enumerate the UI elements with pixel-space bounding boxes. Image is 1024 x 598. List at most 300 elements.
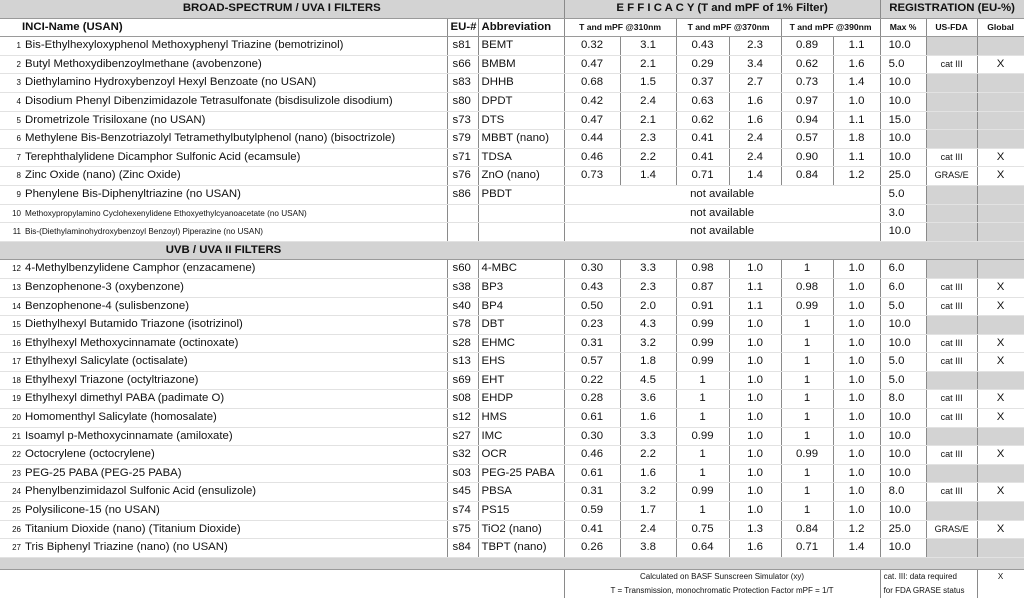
max-percent: 8.0: [880, 390, 926, 409]
row-number: 11: [12, 227, 21, 237]
abbreviation: ZnO (nano): [478, 167, 564, 186]
table-row: [0, 427, 1024, 446]
eu-number: s27: [447, 427, 478, 446]
filter-name: Terephthalylidene Dicamphor Sulfonic Acid (ecamsule): [25, 150, 301, 163]
us-fda-status: GRAS/E: [926, 167, 977, 186]
mpf-390: 1.4: [833, 539, 880, 558]
row-number: 17: [12, 357, 21, 367]
uvb-rows: [0, 260, 1024, 558]
abbreviation: IMC: [478, 427, 564, 446]
t-390: 0.62: [781, 55, 833, 74]
us-fda-status: cat III: [926, 483, 977, 502]
max-percent: 10.0: [880, 130, 926, 149]
mpf-390: 1.0: [833, 353, 880, 372]
mpf-390: 1.2: [833, 167, 880, 186]
t-370: 1: [676, 446, 729, 465]
eu-number: s81: [447, 37, 478, 56]
t-390: 1: [781, 502, 833, 521]
global-status: X: [977, 390, 1024, 409]
mpf-390: 1.2: [833, 520, 880, 539]
global-status: [977, 316, 1024, 335]
t-370: 0.41: [676, 130, 729, 149]
abbreviation: BP4: [478, 297, 564, 316]
eu-number: s73: [447, 111, 478, 130]
not-available-note: not available: [564, 185, 880, 204]
col-global: Global: [977, 18, 1024, 37]
t-370: 0.43: [676, 37, 729, 56]
broad-spectrum-rows: [0, 37, 1024, 186]
calc-note: Calculated on BASF Sunscreen Simulator (xy): [564, 569, 880, 584]
filter-name-cell: [0, 520, 447, 539]
max-percent: 8.0: [880, 483, 926, 502]
filter-name-cell: [0, 223, 447, 242]
mpf-370: 1.0: [729, 502, 781, 521]
table-row: [0, 278, 1024, 297]
filter-name-cell: [0, 204, 447, 223]
abbreviation: DBT: [478, 316, 564, 335]
max-percent: 25.0: [880, 167, 926, 186]
max-percent: 10.0: [880, 409, 926, 428]
filter-name: Phenylene Bis-Diphenyltriazine (no USAN): [25, 187, 241, 200]
table-row: [0, 409, 1024, 428]
t-370: 0.71: [676, 167, 729, 186]
global-status: [977, 92, 1024, 111]
max-percent: 10.0: [880, 148, 926, 167]
global-status: X: [977, 55, 1024, 74]
t-390: 0.90: [781, 148, 833, 167]
mpf-310: 1.5: [620, 74, 676, 93]
global-status: [977, 427, 1024, 446]
abbreviation: 4-MBC: [478, 260, 564, 279]
global-status: [977, 502, 1024, 521]
us-fda-status: [926, 111, 977, 130]
us-fda-status: [926, 204, 977, 223]
not-available-note: not available: [564, 223, 880, 242]
global-status: X: [977, 297, 1024, 316]
us-fda-status: [926, 130, 977, 149]
fda-note-1: cat. III: data required: [880, 569, 977, 584]
mpf-310: 1.6: [620, 464, 676, 483]
t-310: 0.41: [564, 520, 620, 539]
table-row: [0, 148, 1024, 167]
mpf-390: 1.0: [833, 92, 880, 111]
filter-name: Methylene Bis-Benzotriazolyl Tetramethylbutylphenol (nano) (bisoctrizole): [25, 132, 396, 145]
mpf-370: 1.1: [729, 297, 781, 316]
t-390: 0.89: [781, 37, 833, 56]
mpf-390: 1.6: [833, 55, 880, 74]
t-390: 0.84: [781, 167, 833, 186]
filter-name-cell: [0, 353, 447, 372]
t-370: 1: [676, 464, 729, 483]
max-percent: 10.0: [880, 74, 926, 93]
table-row: [0, 55, 1024, 74]
filter-name: Diethylhexyl Butamido Triazone (isotrizinol): [25, 318, 243, 331]
mpf-310: 1.6: [620, 409, 676, 428]
filter-name: 4-Methylbenzylidene Camphor (enzacamene): [25, 262, 256, 275]
t-370: 0.29: [676, 55, 729, 74]
table-row: [0, 74, 1024, 93]
mpf-390: 1.0: [833, 464, 880, 483]
filter-name-cell: [0, 390, 447, 409]
t-310: 0.61: [564, 409, 620, 428]
t-370: 1: [676, 371, 729, 390]
eu-number: s76: [447, 167, 478, 186]
mpf-390: 1.0: [833, 446, 880, 465]
t-390: 1: [781, 334, 833, 353]
uvb-band-fill: [447, 241, 1024, 260]
filter-name: Benzophenone-4 (sulisbenzone): [25, 299, 190, 312]
us-fda-status: [926, 37, 977, 56]
global-status: [977, 223, 1024, 242]
filter-name: Methoxypropylamino Cyclohexenylidene Ethoxyethylcyanoacetate (no USAN): [25, 208, 307, 218]
t-390: 0.71: [781, 539, 833, 558]
filter-name-cell: [0, 74, 447, 93]
eu-number: s03: [447, 464, 478, 483]
t-310: 0.47: [564, 111, 620, 130]
filter-name: Zinc Oxide (nano) (Zinc Oxide): [25, 169, 181, 182]
filter-name: Diethylamino Hydroxybenzoyl Hexyl Benzoate (no USAN): [25, 76, 317, 89]
mpf-310: 3.2: [620, 483, 676, 502]
row-number: 24: [12, 487, 21, 497]
eu-number: s71: [447, 148, 478, 167]
registration-title: REGISTRATION (EU-%): [880, 0, 1024, 18]
mpf-310: 1.4: [620, 167, 676, 186]
t-370: 0.64: [676, 539, 729, 558]
t-310: 0.30: [564, 260, 620, 279]
t-390: 1: [781, 409, 833, 428]
mpf-310: 2.3: [620, 130, 676, 149]
mpf-370: 1.0: [729, 316, 781, 335]
mpf-390: 1.0: [833, 278, 880, 297]
t-390: 0.94: [781, 111, 833, 130]
us-fda-status: cat III: [926, 278, 977, 297]
filter-name-cell: [0, 334, 447, 353]
max-percent: 10.0: [880, 427, 926, 446]
mpf-370: 2.4: [729, 148, 781, 167]
global-mark: X: [977, 569, 1024, 584]
max-percent: 6.0: [880, 278, 926, 297]
filter-name: Ethylhexyl Triazone (octyltriazone): [25, 373, 199, 386]
table-row: [0, 92, 1024, 111]
abbreviation: EHDP: [478, 390, 564, 409]
table-row: [0, 502, 1024, 521]
us-fda-status: cat III: [926, 409, 977, 428]
mpf-390: 1.0: [833, 371, 880, 390]
eu-number: s66: [447, 55, 478, 74]
t-390: 0.57: [781, 130, 833, 149]
mpf-310: 2.4: [620, 520, 676, 539]
max-percent: 10.0: [880, 502, 926, 521]
table-row: [0, 111, 1024, 130]
us-fda-status: [926, 371, 977, 390]
mpf-370: 1.0: [729, 260, 781, 279]
global-status: X: [977, 148, 1024, 167]
eu-number: [447, 223, 478, 242]
footer-blank-2: [0, 584, 564, 598]
abbreviation: EHMC: [478, 334, 564, 353]
section-band-broad: [0, 0, 1024, 18]
eu-number: s32: [447, 446, 478, 465]
mpf-310: 1.7: [620, 502, 676, 521]
filter-name-cell: [0, 539, 447, 558]
table-row: [0, 353, 1024, 372]
uvb-title: UVB / UVA II FILTERS: [0, 241, 447, 260]
t-310: 0.22: [564, 371, 620, 390]
eu-number: s28: [447, 334, 478, 353]
t-310: 0.59: [564, 502, 620, 521]
table-row: [0, 185, 1024, 204]
global-status: [977, 371, 1024, 390]
t-310: 0.43: [564, 278, 620, 297]
mpf-370: 1.0: [729, 371, 781, 390]
efficacy-title: E F F I C A C Y (T and mPF of 1% Filter): [564, 0, 880, 18]
filter-name-cell: [0, 55, 447, 74]
max-percent: 5.0: [880, 353, 926, 372]
eu-number: s60: [447, 260, 478, 279]
row-number: 8: [16, 171, 21, 181]
mpf-370: 1.3: [729, 520, 781, 539]
mpf-370: 1.1: [729, 278, 781, 297]
filter-name-cell: [0, 464, 447, 483]
row-number: 16: [12, 338, 21, 348]
table-row: [0, 37, 1024, 56]
mpf-370: 2.4: [729, 130, 781, 149]
filter-name-cell: [0, 185, 447, 204]
mpf-310: 3.3: [620, 427, 676, 446]
eu-number: s40: [447, 297, 478, 316]
mpf-370: 1.0: [729, 334, 781, 353]
col-390nm: T and mPF @390nm: [781, 18, 880, 37]
row-number: 4: [16, 96, 21, 106]
abbreviation: DHHB: [478, 74, 564, 93]
abbreviation: MBBT (nano): [478, 130, 564, 149]
filter-name: Polysilicone-15 (no USAN): [25, 504, 160, 517]
abbreviation: PBDT: [478, 185, 564, 204]
abbreviation: [478, 204, 564, 223]
abbreviation: DPDT: [478, 92, 564, 111]
row-number: 27: [12, 543, 21, 553]
t-390: 1: [781, 427, 833, 446]
t-310: 0.73: [564, 167, 620, 186]
us-fda-status: cat III: [926, 390, 977, 409]
abbreviation: [478, 223, 564, 242]
t-370: 0.99: [676, 353, 729, 372]
t-370: 1: [676, 390, 729, 409]
us-fda-status: cat III: [926, 446, 977, 465]
us-fda-status: [926, 185, 977, 204]
t-370: 0.87: [676, 278, 729, 297]
abbreviation: PS15: [478, 502, 564, 521]
abbreviation: PBSA: [478, 483, 564, 502]
mpf-310: 2.3: [620, 278, 676, 297]
filter-name-cell: [0, 502, 447, 521]
row-number: 20: [12, 413, 21, 423]
mpf-390: 1.1: [833, 111, 880, 130]
filter-name-cell: [0, 483, 447, 502]
t-390: 1: [781, 483, 833, 502]
filter-name: Drometrizole Trisiloxane (no USAN): [25, 113, 206, 126]
row-number: 15: [12, 320, 21, 330]
mpf-390: 1.8: [833, 130, 880, 149]
mpf-390: 1.0: [833, 390, 880, 409]
mpf-370: 1.6: [729, 92, 781, 111]
mpf-370: 2.3: [729, 37, 781, 56]
section-band-uvb: [0, 241, 1024, 260]
abbreviation: EHT: [478, 371, 564, 390]
us-fda-status: [926, 260, 977, 279]
row-number: 21: [12, 431, 21, 441]
mpf-390: 1.0: [833, 260, 880, 279]
global-status: X: [977, 483, 1024, 502]
mpf-310: 3.3: [620, 260, 676, 279]
us-fda-status: [926, 502, 977, 521]
t-390: 0.97: [781, 92, 833, 111]
abbreviation: OCR: [478, 446, 564, 465]
table-row: [0, 539, 1024, 558]
t-310: 0.46: [564, 446, 620, 465]
col-310nm: T and mPF @310nm: [564, 18, 676, 37]
filter-name: Homomenthyl Salicylate (homosalate): [25, 411, 217, 424]
eu-number: s79: [447, 130, 478, 149]
eu-number: s38: [447, 278, 478, 297]
us-fda-status: cat III: [926, 353, 977, 372]
global-status: [977, 539, 1024, 558]
max-percent: 10.0: [880, 539, 926, 558]
not-available-note: not available: [564, 204, 880, 223]
row-number: 10: [12, 208, 21, 218]
filter-name: Disodium Phenyl Dibenzimidazole Tetrasulfonate (bisdisulizole disodium): [25, 94, 393, 107]
row-number: 1: [16, 41, 21, 51]
table-row: [0, 297, 1024, 316]
mpf-370: 1.0: [729, 464, 781, 483]
filter-name-cell: [0, 130, 447, 149]
t-390: 1: [781, 353, 833, 372]
mpf-390: 1.1: [833, 37, 880, 56]
t-390: 1: [781, 316, 833, 335]
separator-row: [0, 557, 1024, 569]
row-number: 18: [12, 375, 21, 385]
mpf-310: 2.1: [620, 111, 676, 130]
t-370: 0.75: [676, 520, 729, 539]
mpf-390: 1.0: [833, 409, 880, 428]
global-status: [977, 260, 1024, 279]
col-max: Max %: [880, 18, 926, 37]
filter-name: Phenylbenzimidazol Sulfonic Acid (ensulizole): [25, 485, 257, 498]
mpf-370: 3.4: [729, 55, 781, 74]
footer-blank-3: [977, 584, 1024, 598]
row-number: 5: [16, 115, 21, 125]
mpf-370: 1.6: [729, 539, 781, 558]
table-row: [0, 464, 1024, 483]
global-status: X: [977, 446, 1024, 465]
eu-number: s86: [447, 185, 478, 204]
t-390: 1: [781, 390, 833, 409]
global-status: [977, 204, 1024, 223]
eu-number: s08: [447, 390, 478, 409]
broad-spectrum-title: BROAD-SPECTRUM / UVA I FILTERS: [0, 0, 564, 18]
t-390: 1: [781, 464, 833, 483]
global-status: [977, 130, 1024, 149]
filter-name: Bis-(Diethylaminohydroxybenzoyl Benzoyl) Piperazine (no USAN): [25, 227, 263, 237]
mpf-390: 1.0: [833, 427, 880, 446]
mpf-390: 1.0: [833, 334, 880, 353]
t-310: 0.61: [564, 464, 620, 483]
t-310: 0.46: [564, 148, 620, 167]
abbreviation: DTS: [478, 111, 564, 130]
max-percent: 5.0: [880, 185, 926, 204]
mpf-310: 2.4: [620, 92, 676, 111]
table-row: [0, 204, 1024, 223]
t-370: 1: [676, 502, 729, 521]
mpf-370: 2.7: [729, 74, 781, 93]
mpf-310: 2.1: [620, 55, 676, 74]
row-number: 12: [12, 264, 21, 274]
t-370: 0.99: [676, 427, 729, 446]
max-percent: 5.0: [880, 297, 926, 316]
max-percent: 3.0: [880, 204, 926, 223]
max-percent: 10.0: [880, 37, 926, 56]
filter-name-cell: [0, 167, 447, 186]
filter-name-cell: [0, 111, 447, 130]
abbreviation: HMS: [478, 409, 564, 428]
row-number: 2: [16, 59, 21, 69]
filter-name: Bis-Ethylhexyloxyphenol Methoxyphenyl Triazine (bemotrizinol): [25, 39, 344, 52]
filter-name-cell: [0, 297, 447, 316]
row-number: 23: [12, 468, 21, 478]
t-310: 0.28: [564, 390, 620, 409]
global-status: X: [977, 278, 1024, 297]
mpf-370: 1.0: [729, 446, 781, 465]
abbreviation: TDSA: [478, 148, 564, 167]
eu-number: s83: [447, 74, 478, 93]
global-status: X: [977, 520, 1024, 539]
mpf-370: 1.0: [729, 353, 781, 372]
t-310: 0.26: [564, 539, 620, 558]
abbreviation: PEG-25 PABA: [478, 464, 564, 483]
row-number: 22: [12, 450, 21, 460]
t-310: 0.42: [564, 92, 620, 111]
filter-name: PEG-25 PABA (PEG-25 PABA): [25, 466, 182, 479]
us-fda-status: [926, 464, 977, 483]
eu-number: s80: [447, 92, 478, 111]
mpf-390: 1.4: [833, 74, 880, 93]
filter-name: Ethylhexyl dimethyl PABA (padimate O): [25, 392, 225, 405]
eu-number: s75: [447, 520, 478, 539]
t-310: 0.44: [564, 130, 620, 149]
global-status: [977, 185, 1024, 204]
row-number: 3: [16, 78, 21, 88]
row-number: 19: [12, 394, 21, 404]
mpf-310: 2.2: [620, 148, 676, 167]
mpf-370: 1.0: [729, 483, 781, 502]
eu-number: s13: [447, 353, 478, 372]
filter-name-cell: [0, 92, 447, 111]
mpf-370: 1.0: [729, 409, 781, 428]
col-eu: EU-#: [447, 18, 478, 37]
t-310: 0.31: [564, 334, 620, 353]
mpf-310: 1.8: [620, 353, 676, 372]
filter-name-cell: [0, 260, 447, 279]
table-row: [0, 334, 1024, 353]
mpf-370: 1.4: [729, 167, 781, 186]
filter-name: Butyl Methoxydibenzoylmethane (avobenzone): [25, 57, 262, 70]
row-number: 13: [12, 282, 21, 292]
global-status: X: [977, 167, 1024, 186]
mpf-310: 2.2: [620, 446, 676, 465]
mpf-310: 3.2: [620, 334, 676, 353]
table-row: [0, 260, 1024, 279]
eu-number: s78: [447, 316, 478, 335]
